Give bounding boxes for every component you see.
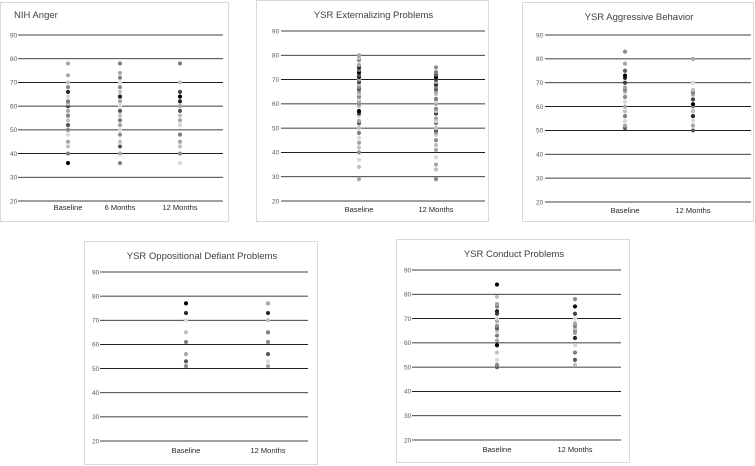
data-point [118,80,122,84]
y-tick-label: 50 [404,364,412,372]
y-tick-label: 60 [272,101,280,109]
data-point [573,304,577,308]
chart-title: NIH Anger [14,10,58,21]
data-point [66,73,70,77]
panel-ysr-externalizing [256,0,489,222]
y-tick-label: 70 [92,317,100,325]
data-point [66,133,70,137]
y-tick-label: 90 [272,28,280,36]
y-tick-label: 90 [404,267,412,275]
data-point [495,333,499,337]
data-point [623,81,627,85]
data-point [118,133,122,137]
y-tick-label: 40 [404,388,412,396]
data-point [118,61,122,65]
data-point [623,95,627,99]
y-tick-label: 20 [10,198,18,206]
y-tick-label: 60 [10,103,18,111]
data-point [118,151,122,155]
data-point [691,81,695,85]
data-point [118,140,122,144]
data-point [118,114,122,118]
data-point [118,118,122,122]
data-point [623,119,627,123]
data-point [357,145,361,149]
data-point [178,95,182,99]
data-point [434,167,438,171]
data-point [434,107,438,111]
data-point [184,318,188,322]
chart-title: YSR Aggressive Behavior [584,12,694,23]
data-point [573,350,577,354]
data-point [178,161,182,165]
panel-ysr-aggressive [522,2,754,222]
y-tick-label: 70 [272,76,280,84]
data-point [495,338,499,342]
data-point [357,177,361,181]
x-category-label: Baseline [344,205,374,214]
data-point [184,364,188,368]
data-point [118,128,122,132]
data-point [66,80,70,84]
y-tick-label: 80 [404,291,412,299]
data-point [184,340,188,344]
data-point [66,118,70,122]
data-point [118,104,122,108]
x-category-label: 6 Months [104,203,136,212]
data-point [573,363,577,367]
chart-ysr-oppositional [85,242,319,466]
data-point [118,99,122,103]
y-tick-label: 20 [404,437,412,445]
data-point [573,297,577,301]
data-point [357,119,361,123]
x-category-label: Baseline [171,446,201,455]
data-point [691,128,695,132]
data-point [178,144,182,148]
data-point [495,350,499,354]
data-point [434,155,438,159]
data-point [178,90,182,94]
data-point [178,109,182,113]
data-point [66,61,70,65]
data-point [691,97,695,101]
data-point [573,312,577,316]
data-point [266,311,270,315]
data-point [434,148,438,152]
data-point [184,359,188,363]
chart-title: YSR Externalizing Problems [313,10,434,21]
data-point [495,295,499,299]
data-point [495,363,499,367]
data-point [434,126,438,130]
y-tick-label: 40 [272,149,280,157]
data-point [623,73,627,77]
y-tick-label: 40 [10,150,18,158]
data-point [266,330,270,334]
data-point [66,128,70,132]
data-point [495,302,499,306]
data-point [118,109,122,113]
y-tick-label: 20 [272,198,280,206]
data-point [434,143,438,147]
panel-nih-anger [0,2,229,222]
data-point [573,316,577,320]
x-category-label: 12 Months [557,445,593,454]
y-tick-label: 70 [536,80,544,88]
y-tick-label: 90 [10,32,18,40]
data-point [66,109,70,113]
data-point [495,358,499,362]
chart-ysr-aggressive [523,3,755,223]
data-point [357,150,361,154]
data-point [66,144,70,148]
data-point [434,138,438,142]
data-point [178,61,182,65]
data-point [66,114,70,118]
y-tick-label: 30 [10,174,18,182]
data-point [691,102,695,106]
data-point [266,359,270,363]
data-point [691,124,695,128]
data-point [66,90,70,94]
data-point [691,114,695,118]
data-point [623,85,627,89]
data-point [357,158,361,162]
data-point [623,114,627,118]
data-point [118,123,122,127]
data-point [184,311,188,315]
data-point [266,340,270,344]
data-point [118,76,122,80]
data-point [178,104,182,108]
data-point [623,62,627,66]
x-category-label: 12 Months [675,206,711,215]
data-point [357,63,361,67]
y-tick-label: 80 [10,56,18,64]
x-category-label: 12 Months [162,203,198,212]
data-point [66,151,70,155]
y-tick-label: 30 [92,414,100,422]
x-category-label: 12 Months [418,205,454,214]
data-point [266,318,270,322]
data-point [266,364,270,368]
y-tick-label: 40 [536,151,544,159]
y-tick-label: 50 [10,127,18,135]
data-point [184,352,188,356]
chart-nih-anger [1,3,230,223]
data-point [178,133,182,137]
data-point [691,109,695,113]
data-point [66,95,70,99]
chart-title: YSR Conduct Problems [463,249,565,260]
chart-ysr-externalizing [257,1,490,223]
data-point [66,140,70,144]
data-point [118,85,122,89]
data-point [118,90,122,94]
y-tick-label: 90 [92,269,100,277]
x-category-label: Baseline [53,203,83,212]
panel-ysr-conduct [396,239,630,463]
data-point [623,69,627,73]
y-tick-label: 80 [272,52,280,60]
data-point [495,282,499,286]
data-point [118,144,122,148]
data-point [357,136,361,140]
data-point [178,99,182,103]
data-point [66,99,70,103]
y-tick-label: 80 [536,56,544,64]
data-point [118,161,122,165]
data-point [623,104,627,108]
chart-title: YSR Oppositional Defiant Problems [126,251,278,262]
chart-ysr-conduct [397,240,631,464]
y-tick-label: 40 [92,390,100,398]
data-point [266,301,270,305]
data-point [357,165,361,169]
data-point [357,109,361,113]
data-point [266,352,270,356]
data-point [434,70,438,74]
x-category-label: Baseline [610,206,640,215]
data-point [573,358,577,362]
data-point [178,114,182,118]
data-point [623,100,627,104]
data-point [357,126,361,130]
y-tick-label: 50 [536,127,544,135]
data-point [66,161,70,165]
data-point [623,124,627,128]
y-tick-label: 50 [272,125,280,133]
data-point [434,97,438,101]
data-point [357,141,361,145]
data-point [357,53,361,57]
y-tick-label: 50 [92,365,100,373]
data-point [495,309,499,313]
data-point [118,95,122,99]
y-tick-label: 80 [92,293,100,301]
data-point [495,324,499,328]
data-point [573,343,577,347]
data-point [573,336,577,340]
data-point [178,118,182,122]
data-point [66,85,70,89]
x-category-label: Baseline [482,445,512,454]
y-tick-label: 30 [536,175,544,183]
x-category-label: 12 Months [250,446,286,455]
panel-ysr-oppositional [84,241,318,465]
data-point [184,301,188,305]
data-point [357,131,361,135]
y-tick-label: 30 [404,413,412,421]
data-point [495,343,499,347]
data-point [573,321,577,325]
data-point [434,177,438,181]
data-point [623,109,627,113]
data-point [118,71,122,75]
data-point [691,88,695,92]
y-tick-label: 60 [404,340,412,348]
y-tick-label: 70 [404,315,412,323]
data-point [623,50,627,54]
data-point [434,162,438,166]
data-point [178,151,182,155]
y-tick-label: 90 [536,32,544,40]
data-point [178,123,182,127]
data-point [434,116,438,120]
data-point [691,119,695,123]
y-tick-label: 70 [10,79,18,87]
y-tick-label: 30 [272,174,280,182]
data-point [434,65,438,69]
y-tick-label: 60 [92,341,100,349]
y-tick-label: 60 [536,103,544,111]
data-point [178,140,182,144]
y-tick-label: 20 [92,438,100,446]
data-point [66,123,70,127]
data-point [691,57,695,61]
y-tick-label: 20 [536,199,544,207]
data-point [495,316,499,320]
data-point [184,330,188,334]
data-point [178,80,182,84]
